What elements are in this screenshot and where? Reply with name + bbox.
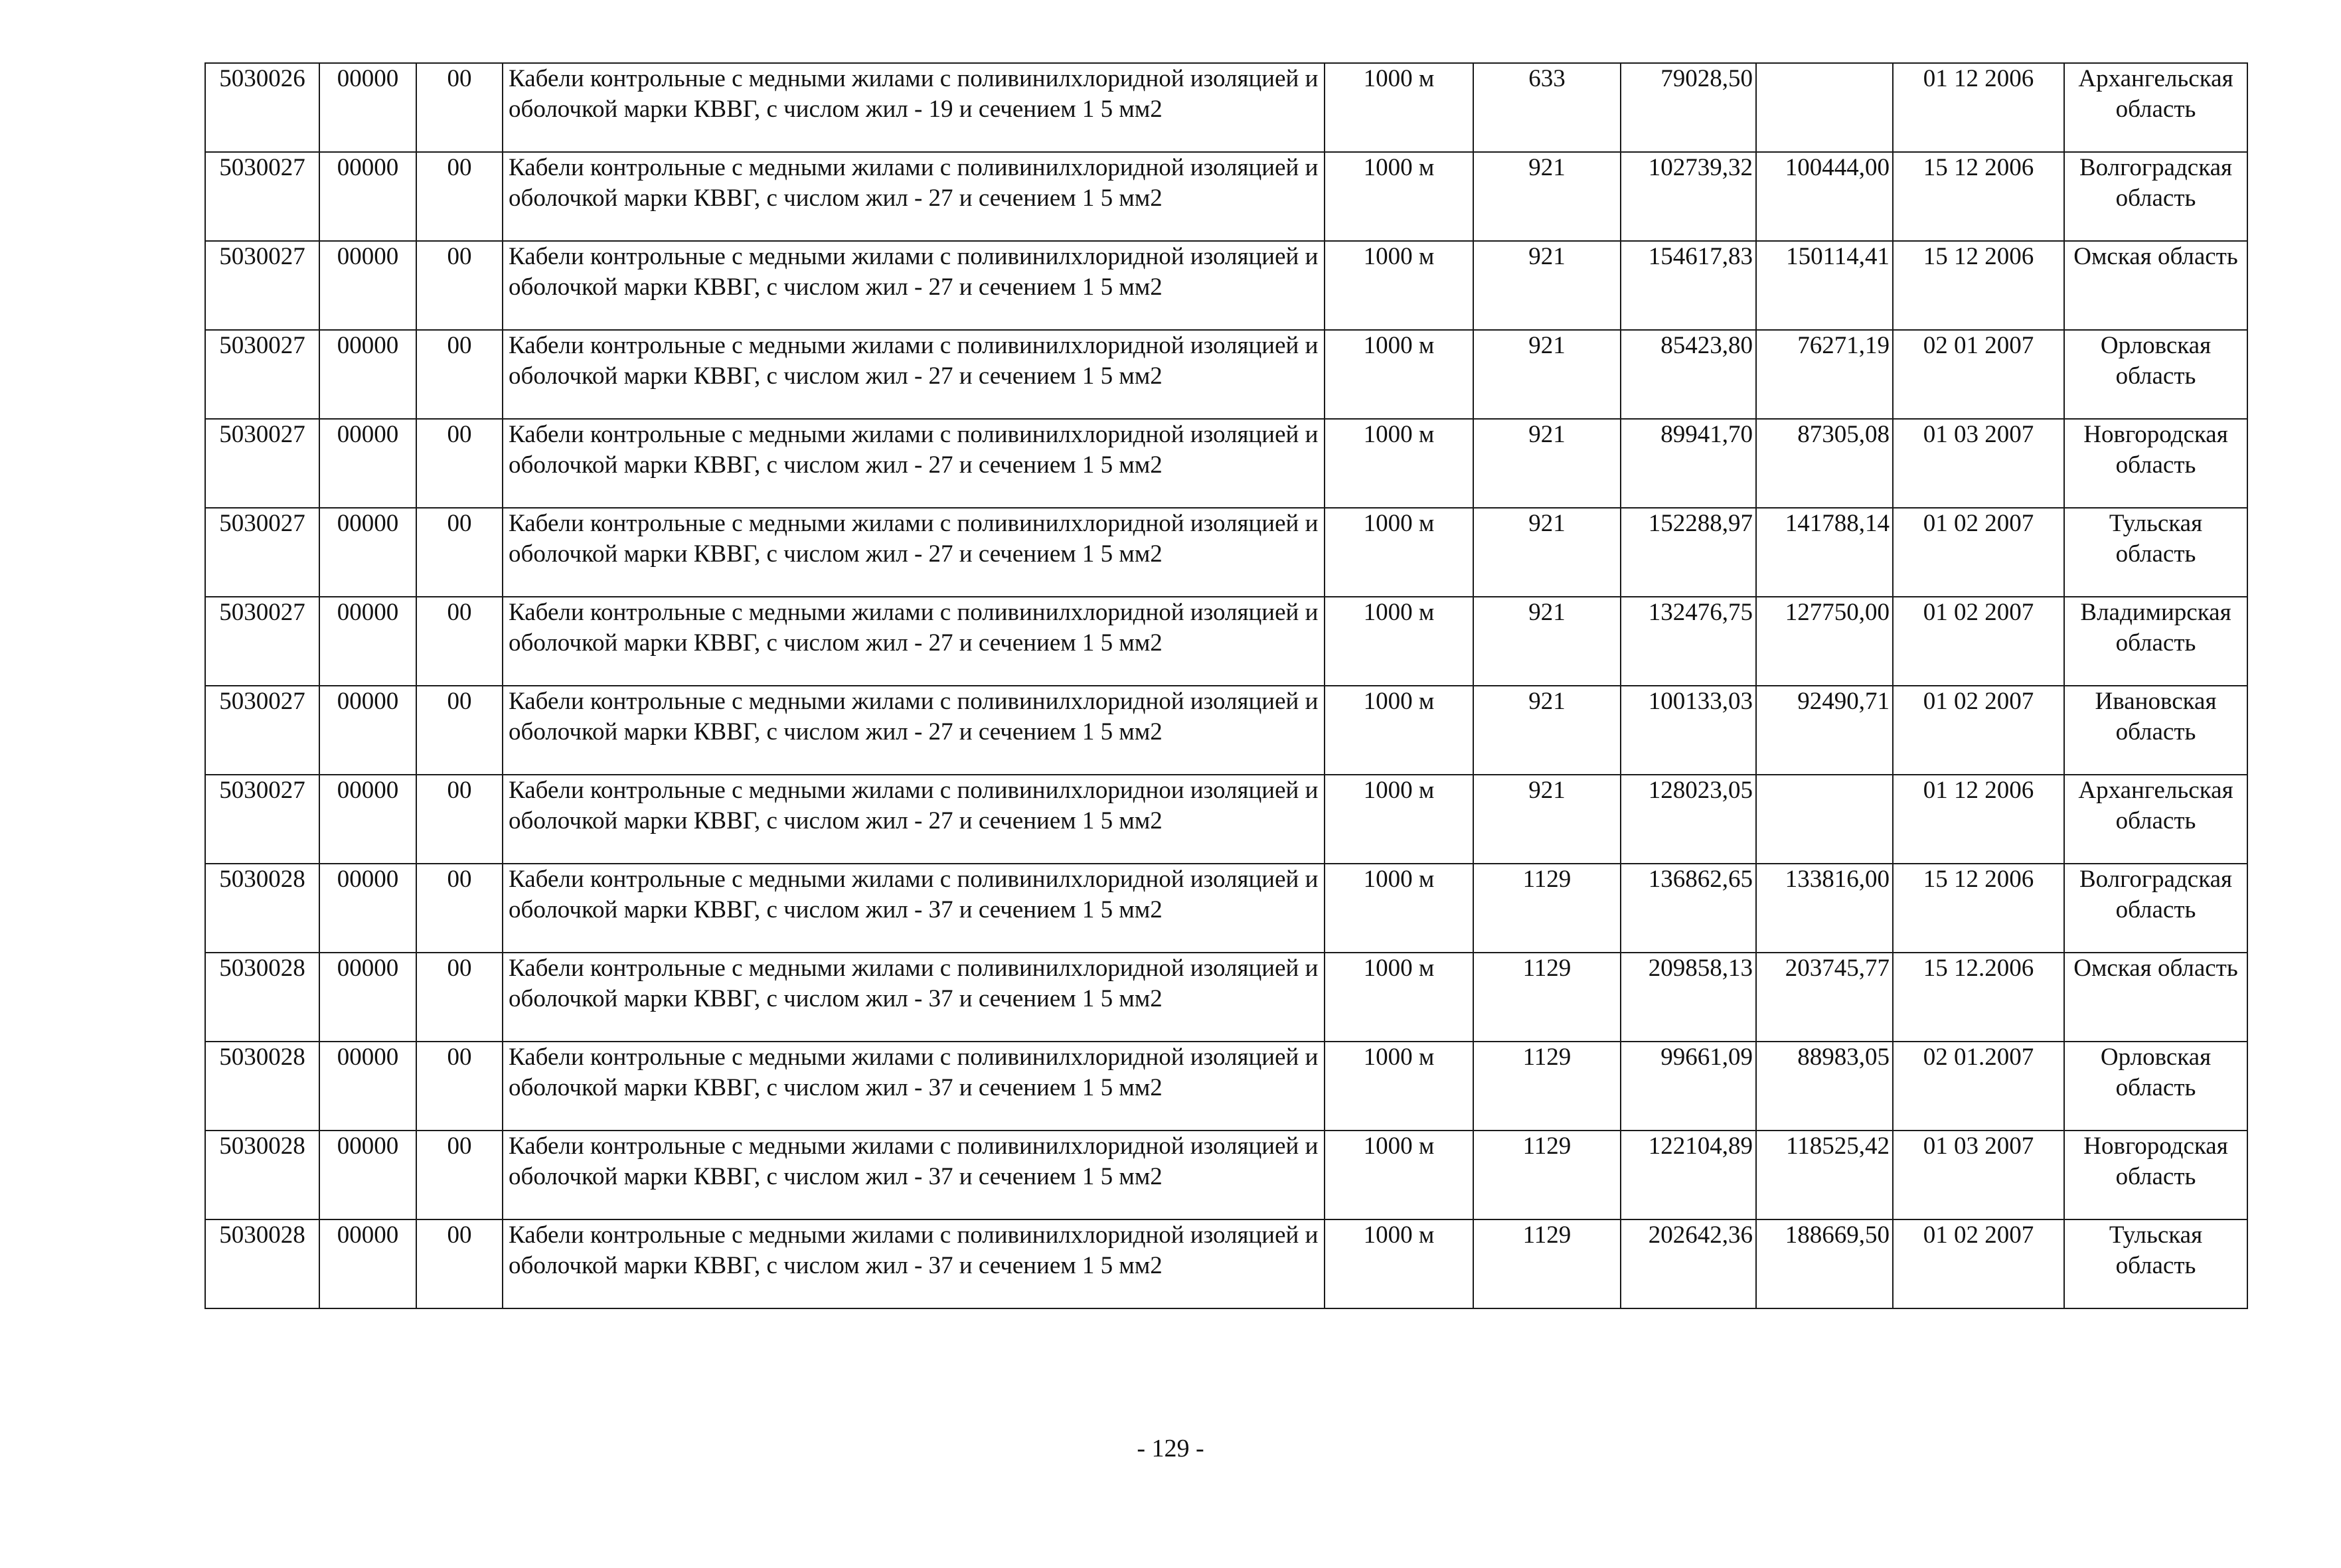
flag-code-cell: 00 xyxy=(416,330,503,419)
sub-code-cell: 00000 xyxy=(319,864,416,953)
flag-code-cell: 00 xyxy=(416,63,503,152)
price-value-cell: 152288,97 xyxy=(1621,508,1756,597)
date-value-cell: 02 01.2007 xyxy=(1893,1042,2064,1131)
region-name-cell: Новгородская область xyxy=(2064,419,2247,508)
table-row xyxy=(205,864,2247,953)
sub-code-cell: 00000 xyxy=(319,1131,416,1219)
price-value-cell: 79028,50 xyxy=(1621,63,1756,152)
table-row xyxy=(205,597,2247,686)
unit-of-measure-cell: 1000 м xyxy=(1325,864,1473,953)
price-value-2-cell: 141788,14 xyxy=(1756,508,1893,597)
sub-code-cell: 00000 xyxy=(319,775,416,864)
price-value-cell: 85423,80 xyxy=(1621,330,1756,419)
date-value-cell: 01 02 2007 xyxy=(1893,508,2064,597)
price-value-cell: 99661,09 xyxy=(1621,1042,1756,1131)
price-value-cell: 100133,03 xyxy=(1621,686,1756,775)
item-code-cell: 5030028 xyxy=(205,1219,319,1308)
sub-code-cell: 00000 xyxy=(319,63,416,152)
sub-code-cell: 00000 xyxy=(319,1219,416,1308)
date-value-cell: 01 03 2007 xyxy=(1893,1131,2064,1219)
quantity-cell: 1129 xyxy=(1473,1131,1621,1219)
item-name-cell: Кабели контрольные с медными жилами с поливинилхлоридной изоляцией и оболочкой марки КВВГ, с числом жил - 37 и сечением 1 5 мм2 xyxy=(503,1042,1325,1131)
item-code-cell: 5030028 xyxy=(205,953,319,1042)
item-code-cell: 5030028 xyxy=(205,864,319,953)
region-name-cell: Омская область xyxy=(2064,241,2247,330)
date-value-cell: 15 12.2006 xyxy=(1893,953,2064,1042)
region-name-cell: Тульская область xyxy=(2064,508,2247,597)
item-name-cell: Кабели контрольные с медными жилами с поливинилхлоридной изоляцией и оболочкой марки КВВГ, с числом жил - 37 и сечением 1 5 мм2 xyxy=(503,1219,1325,1308)
price-value-2-cell: 92490,71 xyxy=(1756,686,1893,775)
unit-of-measure-cell: 1000 м xyxy=(1325,419,1473,508)
item-code-cell: 5030027 xyxy=(205,686,319,775)
price-value-cell: 89941,70 xyxy=(1621,419,1756,508)
flag-code-cell: 00 xyxy=(416,597,503,686)
table-row xyxy=(205,1131,2247,1219)
date-value-cell: 01 03 2007 xyxy=(1893,419,2064,508)
unit-of-measure-cell: 1000 м xyxy=(1325,241,1473,330)
table-row xyxy=(205,152,2247,241)
sub-code-cell: 00000 xyxy=(319,1042,416,1131)
quantity-cell: 1129 xyxy=(1473,864,1621,953)
price-value-cell: 154617,83 xyxy=(1621,241,1756,330)
item-name-cell: Кабели контрольные с медными жилами с поливинилхлоридной изоляцией и оболочкой марки КВВГ, с числом жил - 27 и сечением 1 5 мм2 xyxy=(503,686,1325,775)
unit-of-measure-cell: 1000 м xyxy=(1325,1131,1473,1219)
item-code-cell: 5030028 xyxy=(205,1131,319,1219)
flag-code-cell: 00 xyxy=(416,152,503,241)
quantity-cell: 1129 xyxy=(1473,953,1621,1042)
date-value-cell: 01 12 2006 xyxy=(1893,775,2064,864)
price-value-2-cell: 150114,41 xyxy=(1756,241,1893,330)
sub-code-cell: 00000 xyxy=(319,152,416,241)
table-row xyxy=(205,1219,2247,1308)
price-value-2-cell: 87305,08 xyxy=(1756,419,1893,508)
flag-code-cell: 00 xyxy=(416,1219,503,1308)
flag-code-cell: 00 xyxy=(416,1131,503,1219)
date-value-cell: 15 12 2006 xyxy=(1893,864,2064,953)
page-number: - 129 - xyxy=(1137,1435,1204,1462)
item-name-cell: Кабели контрольные с медными жилами с поливинилхлоридной изоляцией и оболочкой марки КВВГ, с числом жил - 27 и сечением 1 5 мм2 xyxy=(503,241,1325,330)
quantity-cell: 921 xyxy=(1473,686,1621,775)
item-code-cell: 5030026 xyxy=(205,63,319,152)
item-code-cell: 5030027 xyxy=(205,241,319,330)
date-value-cell: 15 12 2006 xyxy=(1893,241,2064,330)
date-value-cell: 15 12 2006 xyxy=(1893,152,2064,241)
flag-code-cell: 00 xyxy=(416,775,503,864)
price-value-cell: 122104,89 xyxy=(1621,1131,1756,1219)
quantity-cell: 921 xyxy=(1473,152,1621,241)
table-row xyxy=(205,419,2247,508)
table-body xyxy=(205,63,2247,1308)
region-name-cell: Орловская область xyxy=(2064,330,2247,419)
sub-code-cell: 00000 xyxy=(319,241,416,330)
region-name-cell: Омская область xyxy=(2064,953,2247,1042)
table-row xyxy=(205,330,2247,419)
unit-of-measure-cell: 1000 м xyxy=(1325,508,1473,597)
flag-code-cell: 00 xyxy=(416,241,503,330)
sub-code-cell: 00000 xyxy=(319,330,416,419)
date-value-cell: 02 01 2007 xyxy=(1893,330,2064,419)
sub-code-cell: 00000 xyxy=(319,419,416,508)
price-value-cell: 209858,13 xyxy=(1621,953,1756,1042)
table-row xyxy=(205,686,2247,775)
item-name-cell: Кабели контрольные с медными жилами с поливинилхлоридной изоляцией и оболочкой марки КВВГ, с числом жил - 27 и сечением 1 5 мм2 xyxy=(503,597,1325,686)
unit-of-measure-cell: 1000 м xyxy=(1325,775,1473,864)
item-name-cell: Кабели контрольные с медными жилами с поливинилхлоридной изоляцией и оболочкой марки КВВГ, с числом жил - 37 и сечением 1 5 мм2 xyxy=(503,953,1325,1042)
sub-code-cell: 00000 xyxy=(319,508,416,597)
flag-code-cell: 00 xyxy=(416,953,503,1042)
item-code-cell: 5030027 xyxy=(205,775,319,864)
sub-code-cell: 00000 xyxy=(319,686,416,775)
item-code-cell: 5030027 xyxy=(205,419,319,508)
quantity-cell: 921 xyxy=(1473,508,1621,597)
table-row xyxy=(205,953,2247,1042)
flag-code-cell: 00 xyxy=(416,1042,503,1131)
item-name-cell: Кабели контрольные с медными жилами с поливинилхлоридной изоляцией и оболочкой марки КВВГ, с числом жил - 27 и сечением 1 5 мм2 xyxy=(503,508,1325,597)
item-name-cell: Кабели контрольные с медными жилами с поливинилхлоридной изоляцией и оболочкой марки КВВГ, с числом жил - 27 и сечением 1 5 мм2 xyxy=(503,152,1325,241)
date-value-cell: 01 02 2007 xyxy=(1893,1219,2064,1308)
unit-of-measure-cell: 1000 м xyxy=(1325,152,1473,241)
item-name-cell: Кабели контрольные с медными жилами с поливинилхлоридной изоляцией и оболочкой марки КВВГ, с числом жил - 27 и сечением 1 5 мм2 xyxy=(503,419,1325,508)
quantity-cell: 633 xyxy=(1473,63,1621,152)
flag-code-cell: 00 xyxy=(416,508,503,597)
date-value-cell: 01 12 2006 xyxy=(1893,63,2064,152)
price-table xyxy=(204,62,2248,1309)
date-value-cell: 01 02 2007 xyxy=(1893,597,2064,686)
price-value-cell: 102739,32 xyxy=(1621,152,1756,241)
item-code-cell: 5030028 xyxy=(205,1042,319,1131)
unit-of-measure-cell: 1000 м xyxy=(1325,686,1473,775)
table-row xyxy=(205,241,2247,330)
item-code-cell: 5030027 xyxy=(205,597,319,686)
sub-code-cell: 00000 xyxy=(319,597,416,686)
price-value-2-cell: 76271,19 xyxy=(1756,330,1893,419)
price-value-2-cell: 188669,50 xyxy=(1756,1219,1893,1308)
item-name-cell: Кабели контрольные с медными жилами с поливинилхлориднои изоляцией и оболочкой марки КВВГ, с числом жил - 27 и сечением 1 5 мм2 xyxy=(503,775,1325,864)
table-row xyxy=(205,775,2247,864)
unit-of-measure-cell: 1000 м xyxy=(1325,1042,1473,1131)
flag-code-cell: 00 xyxy=(416,686,503,775)
price-value-cell: 132476,75 xyxy=(1621,597,1756,686)
quantity-cell: 921 xyxy=(1473,597,1621,686)
table-row xyxy=(205,508,2247,597)
flag-code-cell: 00 xyxy=(416,419,503,508)
quantity-cell: 921 xyxy=(1473,775,1621,864)
unit-of-measure-cell: 1000 м xyxy=(1325,330,1473,419)
region-name-cell: Тульская область xyxy=(2064,1219,2247,1308)
unit-of-measure-cell: 1000 м xyxy=(1325,63,1473,152)
region-name-cell: Ивановская область xyxy=(2064,686,2247,775)
date-value-cell: 01 02 2007 xyxy=(1893,686,2064,775)
quantity-cell: 1129 xyxy=(1473,1219,1621,1308)
price-value-cell: 202642,36 xyxy=(1621,1219,1756,1308)
item-name-cell: Кабели контрольные с медными жилами с поливинилхлоридной изоляцией и оболочкой марки КВВГ, с числом жил - 37 и сечением 1 5 мм2 xyxy=(503,1131,1325,1219)
table-row xyxy=(205,1042,2247,1131)
price-value-2-cell: 100444,00 xyxy=(1756,152,1893,241)
region-name-cell: Архангельская область xyxy=(2064,63,2247,152)
flag-code-cell: 00 xyxy=(416,864,503,953)
price-value-2-cell: 127750,00 xyxy=(1756,597,1893,686)
price-value-2-cell: 203745,77 xyxy=(1756,953,1893,1042)
quantity-cell: 921 xyxy=(1473,241,1621,330)
price-value-2-cell: 88983,05 xyxy=(1756,1042,1893,1131)
region-name-cell: Волгоградская область xyxy=(2064,152,2247,241)
table-row xyxy=(205,63,2247,152)
region-name-cell: Волгоградская область xyxy=(2064,864,2247,953)
region-name-cell: Владимирская область xyxy=(2064,597,2247,686)
item-code-cell: 5030027 xyxy=(205,152,319,241)
price-value-2-cell xyxy=(1756,63,1893,152)
unit-of-measure-cell: 1000 м xyxy=(1325,597,1473,686)
region-name-cell: Новгородская область xyxy=(2064,1131,2247,1219)
region-name-cell: Архангельская область xyxy=(2064,775,2247,864)
unit-of-measure-cell: 1000 м xyxy=(1325,1219,1473,1308)
item-name-cell: Кабели контрольные с медными жилами с поливинилхлоридной изоляцией и оболочкой марки КВВГ, с числом жил - 27 и сечением 1 5 мм2 xyxy=(503,330,1325,419)
price-value-cell: 128023,05 xyxy=(1621,775,1756,864)
item-name-cell: Кабели контрольные с медными жилами с поливинилхлоридной изоляцией и оболочкой марки КВВГ, с числом жил - 19 и сечением 1 5 мм2 xyxy=(503,63,1325,152)
quantity-cell: 921 xyxy=(1473,330,1621,419)
sub-code-cell: 00000 xyxy=(319,953,416,1042)
region-name-cell: Орловская область xyxy=(2064,1042,2247,1131)
quantity-cell: 921 xyxy=(1473,419,1621,508)
item-name-cell: Кабели контрольные с медными жилами с поливинилхлоридной изоляцией и оболочкой марки КВВГ, с числом жил - 37 и сечением 1 5 мм2 xyxy=(503,864,1325,953)
item-code-cell: 5030027 xyxy=(205,330,319,419)
price-value-2-cell: 118525,42 xyxy=(1756,1131,1893,1219)
unit-of-measure-cell: 1000 м xyxy=(1325,953,1473,1042)
price-value-2-cell: 133816,00 xyxy=(1756,864,1893,953)
quantity-cell: 1129 xyxy=(1473,1042,1621,1131)
item-code-cell: 5030027 xyxy=(205,508,319,597)
price-value-cell: 136862,65 xyxy=(1621,864,1756,953)
price-value-2-cell xyxy=(1756,775,1893,864)
